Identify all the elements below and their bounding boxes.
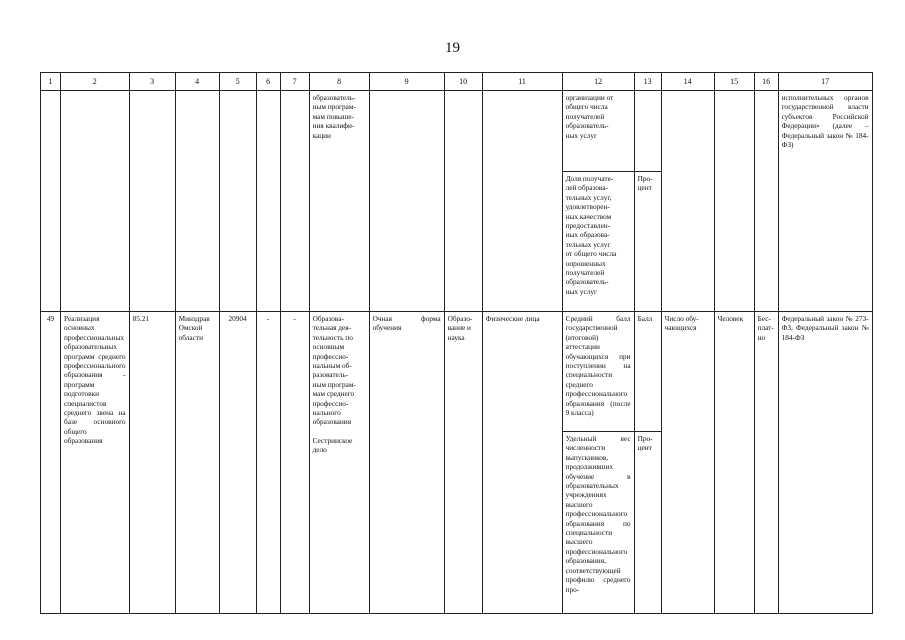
indicator-cell: организации от общего числа получателей образователь- ных услуг bbox=[562, 91, 634, 172]
code-cell: 20904 bbox=[219, 312, 256, 614]
table-row bbox=[41, 312, 873, 432]
activity-cell bbox=[309, 312, 369, 614]
study-form-cell: Очная форма обучения bbox=[369, 312, 444, 614]
header-cell: 4 bbox=[175, 73, 219, 91]
header-cell: 17 bbox=[778, 73, 872, 91]
consumers-cell: Физические лица bbox=[482, 312, 562, 614]
header-cell: 1 bbox=[41, 73, 61, 91]
specialty-text: Сестринское дело bbox=[312, 435, 353, 455]
header-cell: 7 bbox=[280, 73, 309, 91]
header-row bbox=[41, 73, 873, 91]
header-cell: 9 bbox=[369, 73, 444, 91]
header-cell: 12 bbox=[562, 73, 634, 91]
legal-basis-cell: исполнительных органов государственной власти субъектов Российской Федерации» (далее – Федеральный закон № 184-ФЗ) bbox=[778, 91, 872, 312]
table-cell bbox=[256, 91, 280, 312]
table-cell bbox=[129, 91, 175, 312]
table-cell bbox=[444, 91, 482, 312]
unit-cell: Про- цент bbox=[634, 172, 661, 312]
table-cell bbox=[714, 91, 754, 312]
table-cell bbox=[754, 91, 778, 312]
table-cell: - bbox=[256, 312, 280, 614]
header-cell: 3 bbox=[129, 73, 175, 91]
header-cell: 16 bbox=[754, 73, 778, 91]
unit-cell: Про- цент bbox=[634, 432, 661, 614]
table-row bbox=[41, 91, 873, 172]
header-cell: 8 bbox=[309, 73, 369, 91]
header-cell: 11 bbox=[482, 73, 562, 91]
sector-cell: Образо- вание и наука bbox=[444, 312, 482, 614]
header-cell: 10 bbox=[444, 73, 482, 91]
service-name-cell: Реализация основных профессиональных образовательных программ среднего профессионального образования - программ подготовки специалистов среднего звена на базе основного общего образования bbox=[61, 312, 130, 614]
table-cell bbox=[175, 91, 219, 312]
table-cell bbox=[41, 91, 61, 312]
volume-indicator-cell: Число обу- чающихся bbox=[661, 312, 714, 614]
table-cell bbox=[280, 91, 309, 312]
payment-cell: Бес- плат- но bbox=[754, 312, 778, 614]
table-cell: - bbox=[280, 312, 309, 614]
row-number-cell: 49 bbox=[41, 312, 61, 614]
table-cell bbox=[369, 91, 444, 312]
header-cell: 15 bbox=[714, 73, 754, 91]
activity-cell: образователь- ным програм- мам повыше- ния квалифи- кации bbox=[309, 91, 369, 312]
header-cell: 2 bbox=[61, 73, 130, 91]
indicator-cell: Доля получате- лей образова- тельных услуг, удовлетворен- ных качеством предоставлен- ных образова- тельных услуг от общего числа опрошенных получателей образователь- ных услуг bbox=[562, 172, 634, 312]
header-cell: 5 bbox=[219, 73, 256, 91]
activity-text: Образова- тельная дея- тельность по основным профессио- нальным об- разователь- ным програм- мам среднего профессио- нального образования bbox=[312, 314, 356, 427]
table-cell bbox=[482, 91, 562, 312]
header-cell: 6 bbox=[256, 73, 280, 91]
table-cell bbox=[219, 91, 256, 312]
volume-unit-cell: Человек bbox=[714, 312, 754, 614]
header-cell: 13 bbox=[634, 73, 661, 91]
header-cell: 14 bbox=[661, 73, 714, 91]
page-number: 19 bbox=[445, 40, 460, 56]
table-cell bbox=[61, 91, 130, 312]
services-table bbox=[40, 72, 873, 614]
indicator-cell: Средний балл государственной (итоговой) аттестации обучающихся при поступлении на специальности среднего профессионального образования (после 9 класса) bbox=[562, 312, 634, 432]
authority-cell: Минздрав Омской области bbox=[175, 312, 219, 614]
unit-cell bbox=[634, 91, 661, 172]
legal-basis-cell: Федеральный закон № 273-ФЗ, Федеральный закон № 184-ФЗ bbox=[778, 312, 872, 614]
okved-cell: 85.21 bbox=[129, 312, 175, 614]
unit-cell: Балл bbox=[634, 312, 661, 432]
table-cell bbox=[661, 91, 714, 312]
indicator-cell: Удельный вес численности выпускников, продолживших обучение в образовательных учреждениях высшего профессионального образования по специальности высшего профессионального образования, соответствующей профилю среднего про- bbox=[562, 432, 634, 614]
